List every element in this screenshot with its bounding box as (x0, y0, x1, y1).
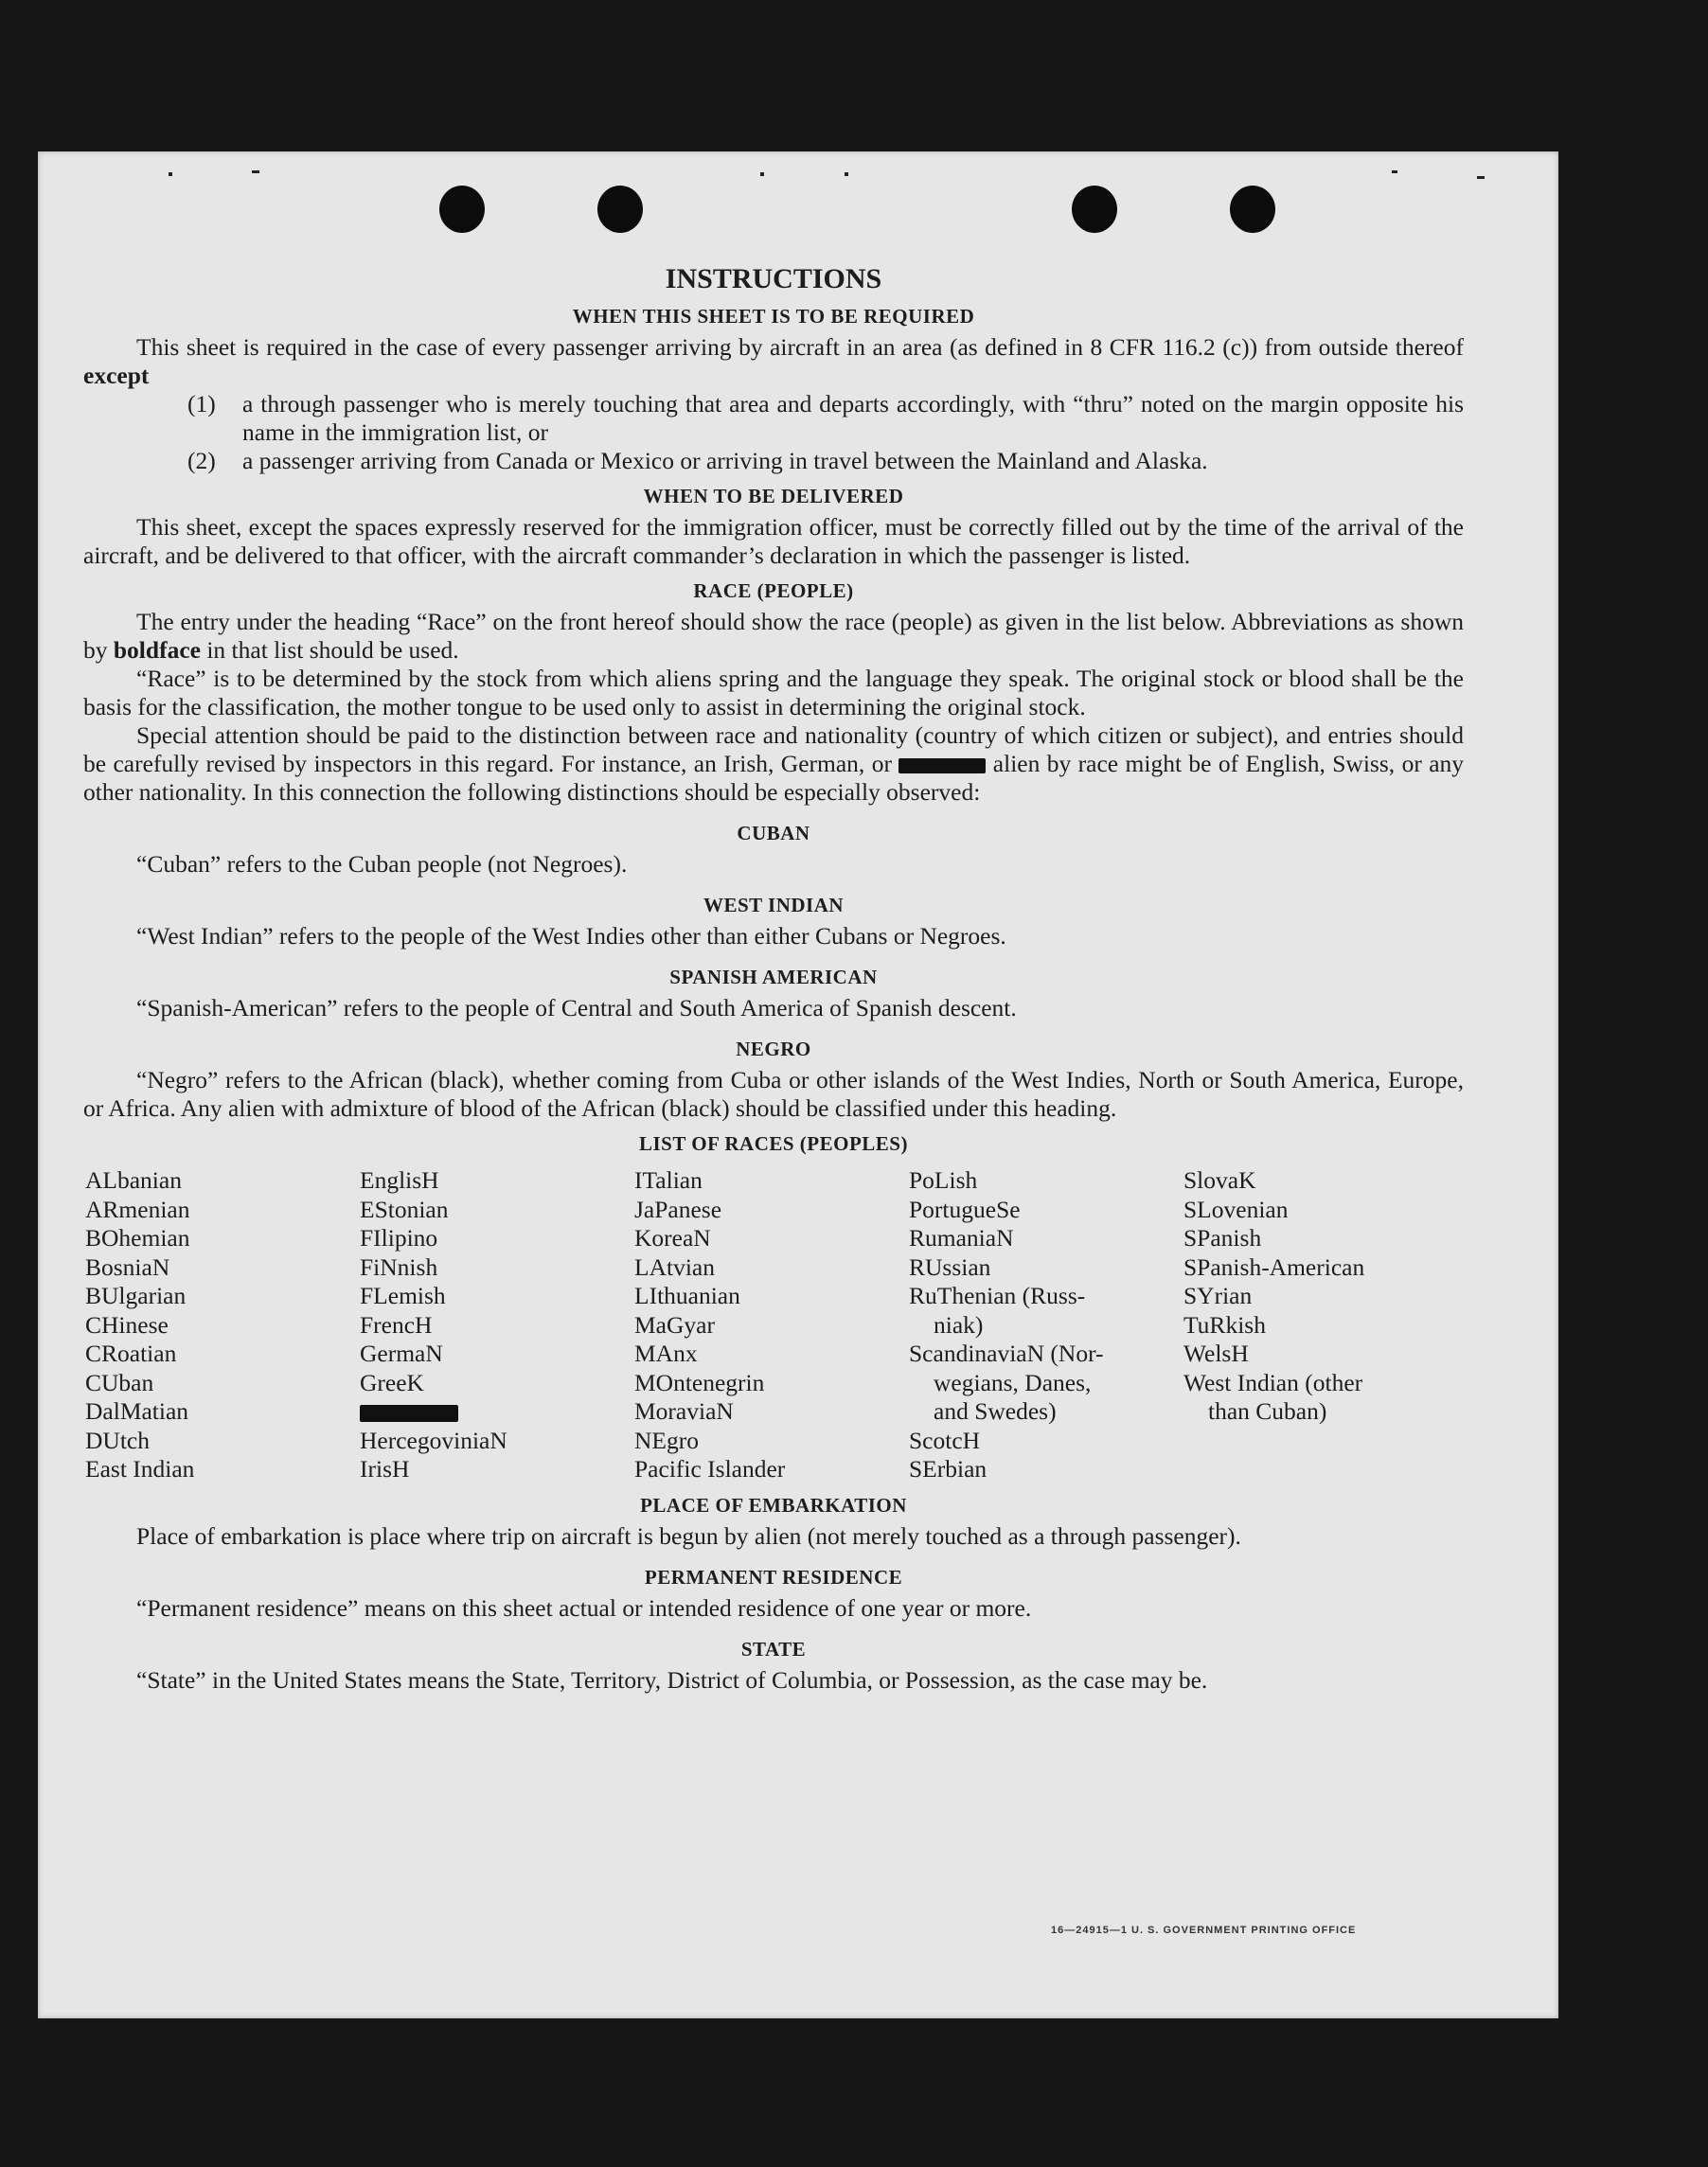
race-item: Pacific Islander (634, 1455, 786, 1483)
race-item: MOntenegrin (634, 1368, 765, 1396)
embarkation-heading: PLACE OF EMBARKATION (640, 1493, 907, 1517)
race-paragraph-3: Special attention should be paid to the distinction between race and nationality (country of which citizen or subject), and entries should be carefully revised by inspectors in this regard. For instance, an Irish, German, or alien by race might be of English, Swiss, or any other nationality. In this connection the following distinctions should be especially observed: (83, 721, 1465, 806)
race-item: BosniaN (85, 1252, 170, 1281)
delivered-heading: WHEN TO BE DELIVERED (643, 485, 904, 507)
race-item: JaPanese (634, 1195, 722, 1223)
required-item-2: (2) a passenger arriving from Canada or Mexico or arriving in travel between the Mainland and Alaska. (187, 447, 1208, 474)
punch-hole (1072, 186, 1117, 233)
race-item: CRoatian (85, 1340, 177, 1367)
race-item: East Indian (85, 1455, 195, 1483)
required-heading: WHEN THIS SHEET IS TO BE REQUIRED (572, 305, 975, 328)
race-item: niak) (934, 1310, 984, 1339)
redaction-mark (898, 758, 986, 773)
cuban-text: “Cuban” refers to the Cuban people (not Negroes). (136, 850, 628, 878)
race-item: BOhemian (85, 1224, 190, 1252)
delivered-text: This sheet, except the spaces expressly reserved for the immigration officer, must be correctly filled out by the time of the arrival of the aircraft, and be delivered to that officer, with the aircraft commander’s declaration in which the passenger is listed. (83, 513, 1464, 569)
speck (252, 170, 259, 173)
race-item: SPanish-American (1183, 1252, 1365, 1281)
race-list-heading: LIST OF RACES (PEOPLES) (639, 1132, 908, 1155)
negro-heading: NEGRO (736, 1038, 811, 1060)
race-item: SLovenian (1183, 1195, 1289, 1223)
speck (760, 172, 764, 176)
page-title: INSTRUCTIONS (665, 263, 882, 294)
race-item: LIthuanian (634, 1282, 740, 1309)
race-item: RuThenian (Russ- (909, 1282, 1086, 1309)
race-column-2 (360, 1166, 634, 1484)
race-item: than Cuban) (1208, 1397, 1327, 1425)
race-column-5 (1183, 1166, 1458, 1484)
race-item: SPanish (1183, 1224, 1262, 1252)
race-item: SlovaK (1183, 1166, 1256, 1194)
embarkation-text: Place of embarkation is place where trip on aircraft is begun by alien (not merely touched as a through passenger). (136, 1521, 1241, 1550)
punch-hole (597, 186, 643, 233)
race-paragraph-1: The entry under the heading “Race” on the front hereof should show the race (people) as given in the list below. Abbreviations as shown by boldface in that list should be used. (83, 608, 1464, 664)
west-indian-heading: WEST INDIAN (703, 894, 845, 916)
race-item: MoraviaN (634, 1397, 734, 1425)
race-item: LAtvian (634, 1252, 715, 1281)
race-item: HercegoviniaN (360, 1426, 507, 1454)
spanish-american-heading: SPANISH AMERICAN (669, 966, 878, 988)
race-item: GermaN (360, 1340, 443, 1367)
race-item: ALbanian (85, 1166, 182, 1194)
race-item: EnglisH (360, 1166, 439, 1194)
document-page (38, 151, 1558, 2018)
cuban-heading: CUBAN (737, 822, 810, 844)
race-item-redacted (360, 1397, 634, 1427)
race-item: West Indian (other (1183, 1368, 1363, 1396)
race-column-1 (85, 1166, 360, 1484)
race-item: FLemish (360, 1282, 446, 1309)
race-item: GreeK (360, 1368, 424, 1396)
punch-hole (439, 186, 485, 233)
race-list (85, 1166, 1464, 1484)
residence-heading: PERMANENT RESIDENCE (644, 1565, 903, 1589)
race-item: IrisH (360, 1455, 410, 1483)
race-item: ScandinaviaN (Nor- (909, 1340, 1104, 1367)
redaction-mark (360, 1405, 458, 1422)
west-indian-text: “West Indian” refers to the people of the West Indies other than either Cubans or Negroes. (136, 922, 1006, 950)
race-paragraph-2: “Race” is to be determined by the stock from which aliens spring and the language they speak. The original stock or blood shall be the basis for the classification, the mother tongue to be used only to assist in determining the original stock. (83, 665, 1464, 720)
race-item: RUssian (909, 1252, 991, 1281)
state-heading: STATE (740, 1637, 807, 1661)
race-item: PoLish (909, 1166, 978, 1194)
race-item: wegians, Danes, (934, 1368, 1092, 1396)
race-item: MAnx (634, 1340, 698, 1367)
race-item: ITalian (634, 1166, 703, 1194)
race-item: MaGyar (634, 1310, 715, 1339)
punch-hole (1230, 186, 1275, 233)
race-column-3 (634, 1166, 909, 1484)
race-column-4 (909, 1166, 1183, 1484)
required-intro: This sheet is required in the case of every passenger arriving by aircraft in an area (as defined in 8 CFR 116.2 (c)) from outside thereof except (83, 333, 1464, 389)
required-item-1: (1) a through passenger who is merely touching that area and departs accordingly, with “thru” noted on the margin opposite his name in the immigration list, or (187, 390, 1464, 446)
race-item: and Swedes) (934, 1397, 1057, 1425)
race-item: RumaniaN (909, 1224, 1014, 1252)
race-item: ARmenian (85, 1195, 190, 1223)
speck (1477, 176, 1485, 179)
speck (1392, 170, 1397, 173)
race-item: DUtch (85, 1426, 150, 1454)
instructions-content (83, 263, 1464, 1695)
printer-footer: 16—24915—1 U. S. GOVERNMENT PRINTING OFFICE (1051, 1925, 1357, 1936)
speck (845, 172, 848, 176)
race-item: ScotcH (909, 1426, 981, 1454)
race-item: EStonian (360, 1195, 449, 1223)
race-item: WelsH (1183, 1340, 1249, 1367)
race-item: SErbian (909, 1455, 987, 1483)
race-item: DalMatian (85, 1397, 189, 1425)
race-heading: RACE (PEOPLE) (693, 579, 854, 602)
state-text: “State” in the United States means the State, Territory, District of Columbia, or Possession, as the case may be. (136, 1665, 1208, 1694)
race-item: FiNnish (360, 1252, 438, 1281)
race-item: FrencH (360, 1310, 433, 1339)
race-item: BUlgarian (85, 1282, 187, 1309)
spanish-american-text: “Spanish-American” refers to the people of Central and South America of Spanish descent. (136, 994, 1017, 1021)
race-item: KoreaN (634, 1224, 711, 1252)
speck (169, 172, 172, 176)
race-item: FIlipino (360, 1224, 438, 1252)
race-item: CUban (85, 1368, 154, 1396)
race-item: CHinese (85, 1310, 169, 1339)
race-item: TuRkish (1183, 1310, 1266, 1339)
race-item: SYrian (1183, 1282, 1253, 1309)
race-item: PortugueSe (909, 1195, 1021, 1223)
residence-text: “Permanent residence” means on this sheet actual or intended residence of one year or more. (136, 1593, 1032, 1622)
negro-text: “Negro” refers to the African (black), whether coming from Cuba or other islands of the West Indies, North or South America, Europe, or Africa. Any alien with admixture of blood of the African (black) should be classified under this heading. (83, 1066, 1464, 1122)
race-item: NEgro (634, 1426, 699, 1454)
